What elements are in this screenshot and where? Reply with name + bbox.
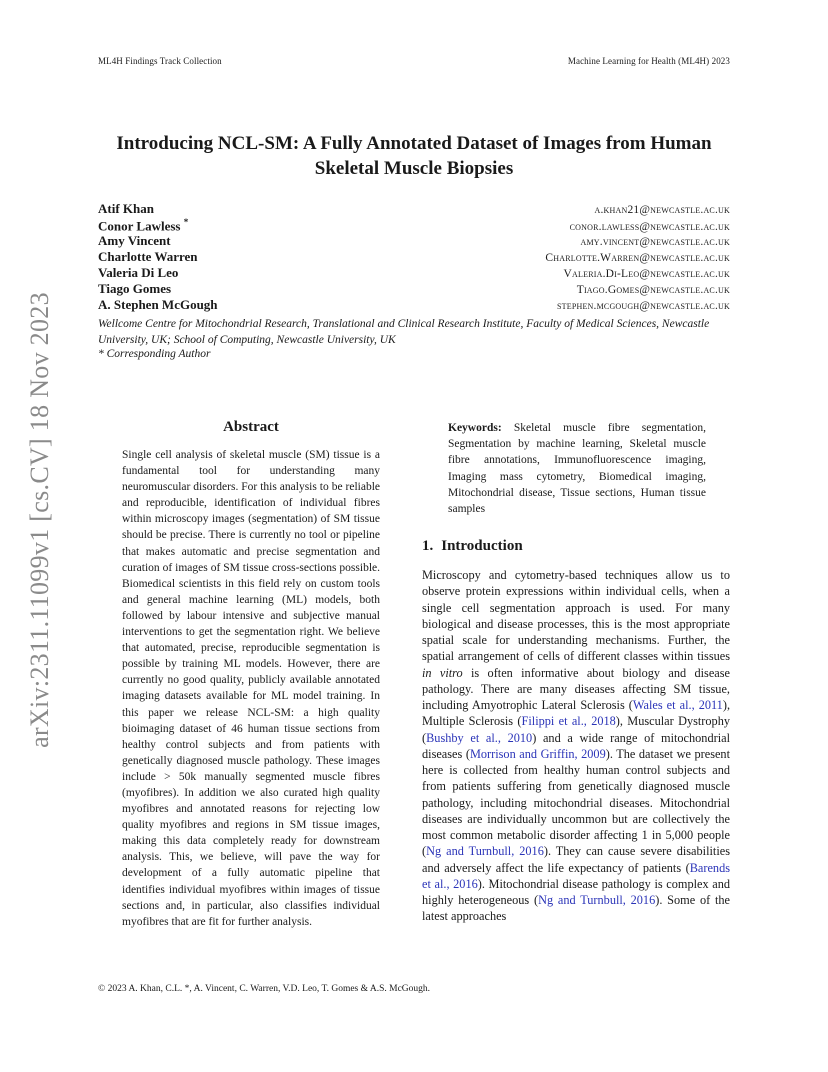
author-name: Charlotte Warren: [98, 249, 198, 264]
keywords-text: Skeletal muscle fibre segmentation, Segmentation by machine learning, Skeletal muscle fibre annotations, Immunofluorescence imaging, Imaging mass cytometry, Biomedical imaging, Mitochondrial disease, Tissue sections, Human tissue samples: [448, 422, 706, 516]
author-name: A. Stephen McGough: [98, 297, 218, 312]
author-name: Tiago Gomes: [98, 281, 172, 296]
author-row: [98, 297, 730, 313]
copyright-footer: © 2023 A. Khan, C.L. *, A. Vincent, C. Warren, V.D. Leo, T. Gomes & A.S. McGough.: [98, 984, 431, 994]
author-name: Amy Vincent: [98, 233, 171, 248]
section-title: Introduction: [441, 538, 523, 554]
arxiv-stamp: [20, 280, 60, 760]
citation-link[interactable]: Filippi et al., 2018: [521, 714, 616, 729]
citation-link[interactable]: Barends et al., 2016: [422, 860, 730, 891]
introduction-text: Microscopy and cytometry-based techniques allow us to observe protein expressions within individual cells, when a single cell segmentation approach is used. For many biological and disease processes, this is the most appropriate spatial scale for understanding mechanisms. Further, the spatial arrangement of cells of different classes within tissues in vitro is often informative about biology and disease pathology. There are many diseases affecting SM tissue, including Amyotrophic Lateral Sclerosis (Wales et al., 2011), Multiple Sclerosis (Filippi et al., 2018), Muscular Dystrophy (Bushby et al., 2010) and a wide range of mitochondrial diseases (Morrison and Griffin, 2009). The dataset we present here is collected from healthy human control subjects and from patients suffering from genetically diagnosed muscle pathology, including mitochondrial diseases. Mitochondrial diseases are individually uncommon but are collectively the most common metabolic disorder affecting 1 in 5,000 people (Ng and Turnbull, 2016). They can cause severe disabilities and adversely affect the life expectancy of patients (Barends et al., 2016). Mitochondrial disease pathology is complex and highly heterogeneous (Ng and Turnbull, 2016). Some of the latest approaches: [422, 568, 731, 924]
paper-title: Introducing NCL-SM: A Fully Annotated Dataset of Images from Human Skeletal Muscle Biopsies: [116, 133, 712, 179]
corresponding-mark: *: [183, 217, 189, 227]
author-row: [98, 217, 730, 233]
author-row: [98, 265, 730, 281]
author-row: [98, 249, 730, 265]
author-name: Valeria Di Leo: [98, 265, 179, 280]
citation-link[interactable]: Ng and Turnbull, 2016: [426, 844, 544, 859]
arxiv-stamp-text: arXiv:2311.11099v1 [cs.CV] 18 Nov 2023: [25, 292, 55, 748]
citation-link[interactable]: Ng and Turnbull, 2016: [538, 893, 656, 907]
section-number: 1.: [422, 538, 434, 554]
author-email[interactable]: Charlotte.Warren@newcastle.ac.uk: [545, 252, 730, 264]
keywords: [448, 420, 706, 517]
author-name: Conor Lawless *: [98, 217, 189, 234]
keywords-label: Keywords:: [448, 422, 502, 434]
author-row: [98, 233, 730, 249]
author-row: [98, 201, 730, 217]
running-head-left: ML4H Findings Track Collection: [98, 56, 222, 66]
author-list: [98, 201, 730, 313]
abstract-text: Single cell analysis of skeletal muscle (SM) tissue is a fundamental tool for understanding many neuromuscular disorders. For this analysis to be reliable and reproducible, identification of individual fibres within microscopy images (segmentation) of SM tissue should be precise. There is currently no tool or pipeline that makes automatic and precise segmentation and curation of images of SM tissue cross-sections possible. Biomedical scientists in this field rely on custom tools and general machine learning (ML) models, both followed by labour intensive and subjective manual interventions to get the segmentation right. We believe that automated, precise, reproducible segmentation is possible by training ML models. However, there are currently no good quality, publicly available annotated imaging datasets available for ML model training. In this paper we release NCL-SM: a high quality bioimaging dataset of 46 human tissue sections from healthy control subjects and from patients with genetically diagnosed muscle pathology. These images include > 50k manually segmented muscle fibres (myofibres). In addition we also curated high quality myofibres and annotated reasons for rejecting low quality myofibres and regions in SM tissue images, making this data completely ready for downstream analysis. This, we believe, will pave the way for development of a fully automatic pipeline that identifies individual myofibres within images of tissue sections and, in particular, also classifies individual myofibres that are fit for further analysis.: [122, 449, 380, 928]
author-row: [98, 281, 730, 297]
abstract-heading: Abstract: [223, 419, 279, 435]
author-email[interactable]: amy.vincent@newcastle.ac.uk: [580, 236, 730, 248]
author-email[interactable]: a.khan21@newcastle.ac.uk: [594, 204, 730, 216]
corresponding-author-note: * Corresponding Author: [98, 348, 211, 360]
italic-term: in vitro: [422, 665, 463, 680]
affiliation: Wellcome Centre for Mitochondrial Research, Translational and Clinical Research Institute, Faculty of Medical Sciences, Newcastle University, UK; School of Computing, Newcastle University, UK: [98, 318, 710, 346]
citation-link[interactable]: Wales et al., 2011: [632, 698, 723, 712]
author-email[interactable]: Valeria.Di-Leo@newcastle.ac.uk: [563, 268, 730, 280]
author-email[interactable]: conor.lawless@newcastle.ac.uk: [569, 221, 730, 234]
author-name: Atif Khan: [98, 201, 154, 216]
author-email[interactable]: stephen.mcgough@newcastle.ac.uk: [557, 300, 730, 312]
citation-link[interactable]: Morrison and Griffin, 2009: [469, 746, 606, 761]
author-email[interactable]: Tiago.Gomes@newcastle.ac.uk: [576, 284, 730, 296]
running-head-right: Machine Learning for Health (ML4H) 2023: [567, 56, 730, 66]
citation-link[interactable]: Bushby et al., 2010: [426, 730, 533, 745]
section-heading-introduction: [422, 538, 523, 555]
